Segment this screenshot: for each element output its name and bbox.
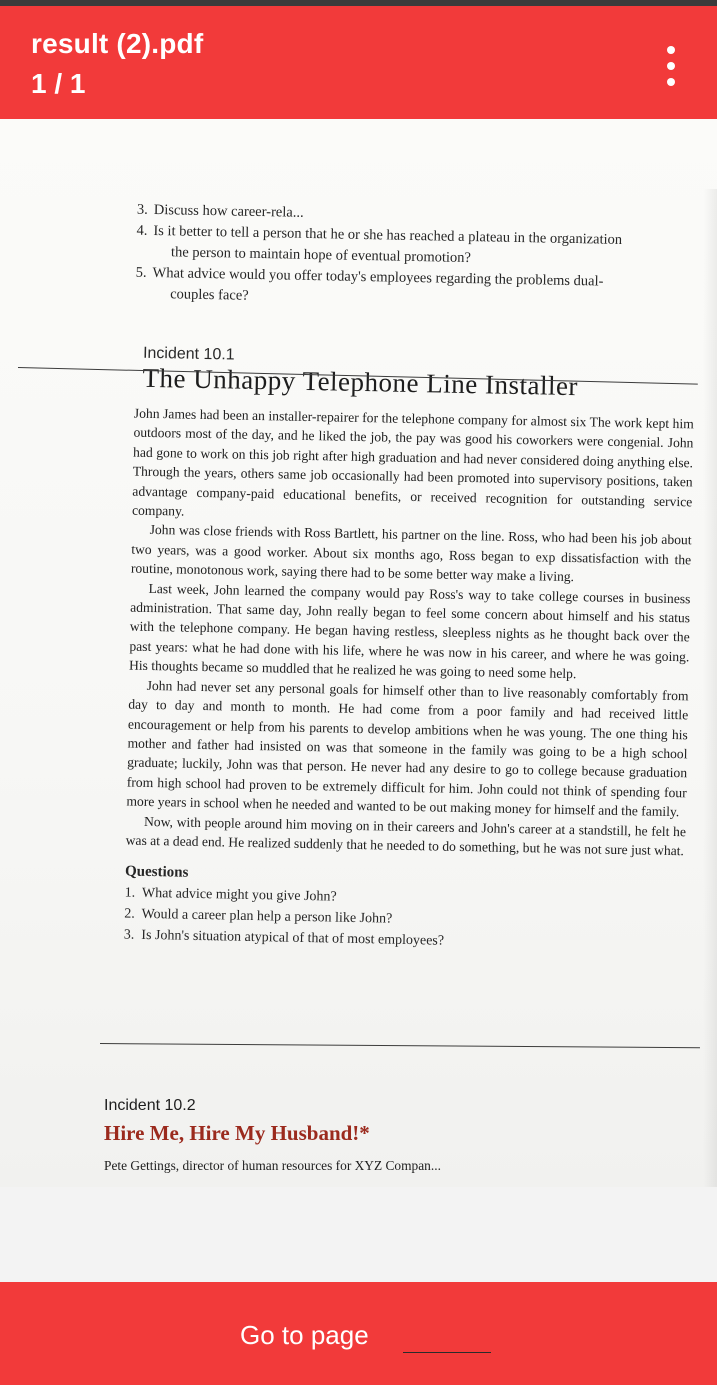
page-indicator: 1 / 1 xyxy=(31,68,86,99)
body-paragraph: Last week, John learned the company would pay Ross's way to take college courses in business administration. That same day, John really began to feel some concern about himself and his status with the telephone company. He began having restless, sleepless nights as he thought back over the past years: what he had done with his life, where he was now in his career, and where he was going. His thoughts became so muddled that he realized he was going to need some help. xyxy=(128,580,691,682)
body-paragraph: John was close friends with Ross Bartlett, his partner on the line. Ross, who had been his job about two years, was a good worker. About six months ago, Ross began to exp dissatisfaction with the routine, monotonous work, saying there had to be some better way make a living. xyxy=(130,522,692,585)
review-question: 5. What advice would you offer today's employees regarding the problems dual- xyxy=(135,264,604,290)
section-divider xyxy=(100,1043,700,1048)
body-paragraph: Now, with people around him moving on in their careers and John's career at a standstill, he felt he was at a dead end. He realized suddenly that he needed to do something, but he was not sure just what. xyxy=(125,813,687,859)
incident-title: The Unhappy Telephone Line Installer xyxy=(142,362,579,402)
incident2-block xyxy=(104,1097,704,1174)
question-item: 3. Is John's situation atypical of that of most employees? xyxy=(123,927,445,950)
pdf-page xyxy=(0,119,717,1187)
app-header xyxy=(0,6,717,119)
menu-dot xyxy=(667,62,675,70)
review-question-continued: couples face? xyxy=(170,286,249,304)
incident-body xyxy=(124,404,694,957)
question-item: 1. What advice might you give John? xyxy=(124,885,337,905)
incident-label: Incident 10.2 xyxy=(104,1097,196,1114)
menu-dot xyxy=(667,46,675,54)
incident-title: Hire Me, Hire My Husband!* xyxy=(104,1121,370,1145)
question-item: 2. Would a career plan help a person like John? xyxy=(124,906,393,928)
document-title: result (2).pdf xyxy=(31,28,204,59)
page-number-input[interactable] xyxy=(403,1314,491,1353)
app-footer xyxy=(0,1282,717,1385)
body-paragraph: John had never set any personal goals for himself other than to live reasonably comfortably from day to day and month to month. He had come from a poor family and had received little encouragement or help from his parents to develop ambitions when he was young. The one thing his mother and father had insisted on was that someone in the family was going to be a high school graduate; luckily, John was that person. He never had any desire to go to college because graduation from high school had proven to be extremely difficult for him. John could not think of spending four more years in school when he needed and wanted to be out making money for himself and the family. xyxy=(126,677,689,820)
menu-dot xyxy=(667,78,675,86)
review-question: 4. Is it better to tell a person that he or she has reached a plateau in the organization xyxy=(136,222,623,248)
review-question-continued: the person to maintain hope of eventual promotion? xyxy=(170,244,472,267)
body-paragraph: Pete Gettings, director of human resources for XYZ Compan... xyxy=(104,1158,441,1173)
review-question: 3. Discuss how career-rela... xyxy=(136,201,304,221)
more-vertical-icon[interactable] xyxy=(661,46,681,86)
go-to-page-label: Go to page xyxy=(240,1320,369,1350)
questions-heading: Questions xyxy=(124,863,189,882)
pdf-viewer[interactable] xyxy=(0,119,717,1233)
body-paragraph: John James had been an installer-repairer for the telephone company for almost six The work kept him outdoors most of the day, and he liked the job, the pay was good his coworkers were congenial. John had gone to work on this job right after high graduation and had never considered doing anything else. Through the years, others same job occasionally had been promoted into supervisory positions, taken advantage company-paid educational benefits, or received recognition for outstanding service company. xyxy=(131,405,694,519)
incident-label: Incident 10.1 xyxy=(142,344,235,364)
page-text-block xyxy=(90,199,714,957)
viewer-background xyxy=(0,1187,717,1233)
